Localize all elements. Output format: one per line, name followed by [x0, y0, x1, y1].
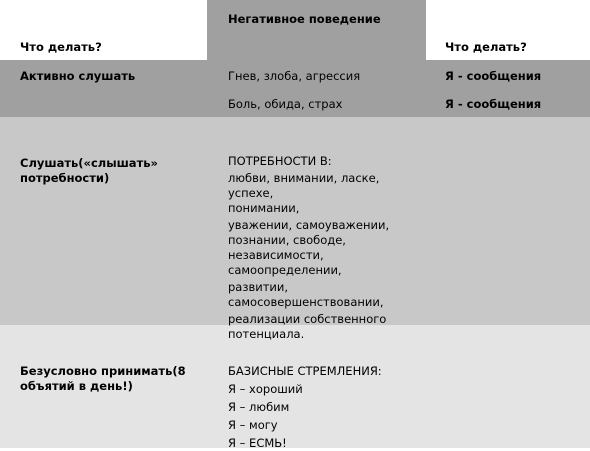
behavior-pain: Боль, обида, страх — [228, 97, 343, 111]
header-what-to-do-right: Что делать? — [445, 40, 527, 54]
aspirations-list — [228, 364, 418, 451]
needs-list — [228, 154, 418, 342]
behavior-anger: Гнев, злоба, агрессия — [228, 69, 361, 83]
aspirations-heading: БАЗИСНЫЕ СТРЕМЛЕНИЯ: — [228, 364, 382, 378]
aspiration-line: Я – любим — [228, 400, 290, 414]
needs-line: понимании, — [228, 201, 300, 215]
action-active-listening: Активно слушать — [20, 69, 136, 83]
needs-line: самоопределении, — [228, 263, 342, 277]
needs-line: потенциала. — [228, 327, 305, 341]
aspiration-line: Я – могу — [228, 418, 278, 432]
needs-line: независимости, — [228, 248, 324, 262]
header-middle-cell — [207, 0, 426, 60]
action-accept-unconditionally: Безусловно принимать(8 объятий в день!) — [20, 364, 186, 393]
needs-line: реализации собственного — [228, 312, 387, 326]
action-i-messages-1: Я - сообщения — [445, 69, 542, 83]
needs-line: самосовершенствовании, — [228, 295, 384, 309]
action-i-messages-2: Я - сообщения — [445, 97, 542, 111]
aspiration-line: Я – ЕСМЬ! — [228, 436, 287, 450]
needs-line: уважении, самоуважении, — [228, 218, 390, 232]
needs-heading: ПОТРЕБНОСТИ В: — [228, 154, 332, 168]
header-what-to-do-left: Что делать? — [20, 40, 102, 54]
action-hear-needs: Слушать(«слышать» потребности) — [20, 156, 158, 185]
header-negative-behavior: Негативное поведение — [228, 12, 381, 26]
needs-line: развитии, — [228, 280, 289, 294]
needs-line: познании, свободе, — [228, 233, 346, 247]
aspiration-line: Я – хороший — [228, 382, 303, 396]
needs-line: любви, внимании, ласке, успехе, — [228, 171, 380, 200]
